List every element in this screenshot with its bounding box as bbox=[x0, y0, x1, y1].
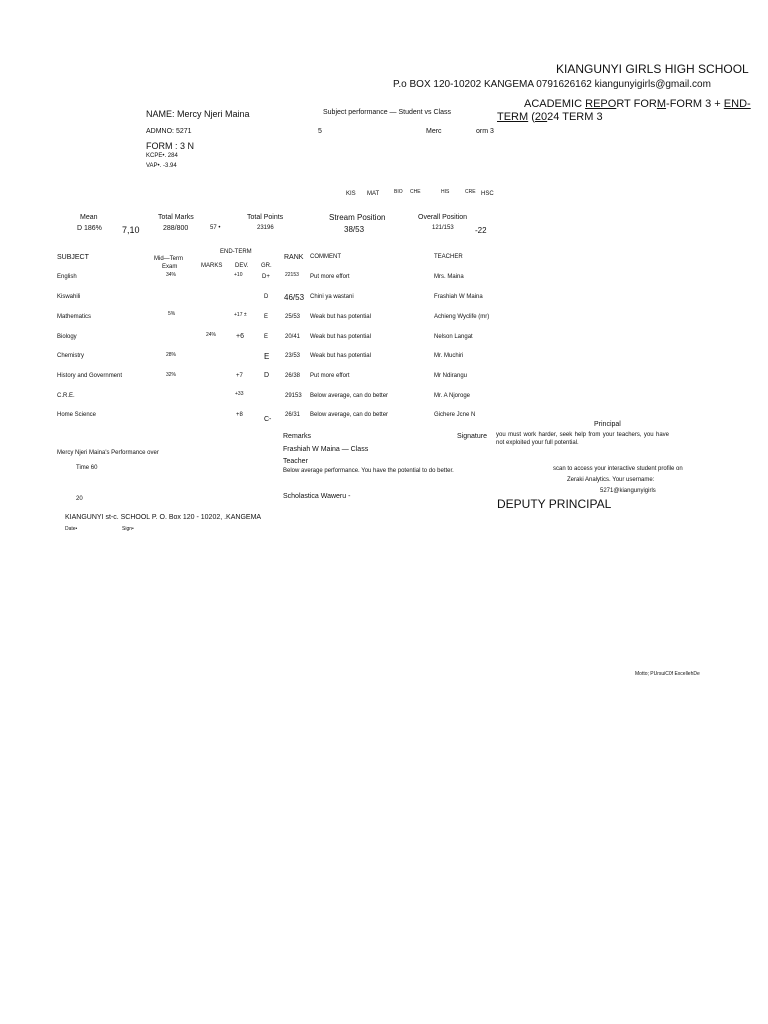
mean-value: D 186% bbox=[77, 225, 102, 232]
student-name: NAME: Mercy Njeri Maina bbox=[146, 109, 250, 119]
col-header-subject: SUBJECT bbox=[57, 254, 89, 261]
comment: Put more effort bbox=[310, 373, 350, 379]
teacher: Mr Ndirangu bbox=[434, 373, 468, 379]
col-header-end-term: END-TERM bbox=[220, 249, 252, 255]
subject-name: English bbox=[57, 274, 77, 280]
comment: Below average, can do better bbox=[310, 393, 389, 399]
teacher: Mrs. Maina bbox=[434, 274, 464, 280]
rank: 22153 bbox=[285, 272, 299, 278]
chart-subject-label: MAT bbox=[367, 191, 380, 197]
teacher: Frashiah W Maina bbox=[434, 294, 483, 300]
vap-score: VAP•. -3.94 bbox=[146, 163, 177, 169]
sign-label: Sign• bbox=[122, 526, 134, 532]
remarks-label: Remarks bbox=[283, 433, 312, 440]
admission-number: ADMNO: 5271 bbox=[146, 128, 192, 135]
chart-subject-label: HIS bbox=[441, 189, 450, 195]
report-title-line2: TERM (2024 TERM 3 bbox=[497, 111, 603, 123]
rank: 26/38 bbox=[285, 373, 301, 379]
signature-label: Signature bbox=[457, 433, 487, 440]
comment: Chini ya wastani bbox=[310, 294, 354, 300]
footer-school-line: KIANGUNYI st-c. SCHOOL P. O. Box 120 - 10202, .KANGEMA bbox=[65, 514, 262, 521]
total-marks-extra: 57 • bbox=[210, 225, 221, 231]
overall-position-value: 121/153 bbox=[432, 225, 454, 231]
teacher: Mr. Muchiri bbox=[434, 353, 464, 359]
comment: Weak but has potential bbox=[310, 314, 371, 320]
school-name: KIANGUNYI GIRLS HIGH SCHOOL bbox=[556, 62, 749, 76]
chart-subject-label: HSC bbox=[481, 191, 494, 197]
mid-term-score: 28% bbox=[166, 352, 177, 358]
chart-subject-label: KIS bbox=[346, 191, 356, 197]
principal-remark: you must work harder, seek help from your teachers, you have not exploited your full potential. bbox=[496, 432, 669, 447]
comment: Put more effort bbox=[310, 274, 350, 280]
chart-subject-label: BIO bbox=[394, 189, 403, 195]
rank: 26/31 bbox=[285, 412, 301, 418]
scan-note-username: 5271@kiangunyigirls bbox=[600, 488, 656, 494]
performance-time-label: Time 60 bbox=[76, 465, 98, 471]
mean-label: Mean bbox=[80, 214, 98, 221]
teacher: Achieng Wyclife (mr) bbox=[434, 314, 490, 320]
col-header-rank: RANK bbox=[284, 254, 304, 261]
grade: C- bbox=[264, 416, 272, 423]
col-header-comment: COMMENT bbox=[310, 254, 341, 260]
stream-position-value: 38/53 bbox=[344, 225, 365, 234]
grade: D bbox=[264, 372, 270, 379]
grade: E bbox=[264, 352, 270, 361]
subject-name: History and Government bbox=[57, 373, 123, 379]
grade: E bbox=[264, 334, 269, 340]
scan-note-line2: Zeraki Analytics. Your username: bbox=[567, 477, 655, 483]
subject-name: Home Science bbox=[57, 412, 97, 418]
deputy-principal-title: DEPUTY PRINCIPAL bbox=[497, 497, 612, 511]
kcpe-score: KCPE•. 284 bbox=[146, 153, 178, 159]
deviation: +17 ± bbox=[234, 312, 247, 318]
col-header-marks: MARKS bbox=[201, 263, 223, 269]
mid-term-score: 32% bbox=[166, 372, 177, 378]
class-teacher-name: Frashiah W Maina — Class bbox=[283, 446, 369, 453]
chart-fragment-1: 5 bbox=[318, 128, 322, 135]
rank: 29153 bbox=[285, 393, 302, 399]
form-class: FORM : 3 N bbox=[146, 141, 195, 151]
performance-axis-value: 20 bbox=[76, 496, 83, 502]
teacher: Gichere Jcne N bbox=[434, 412, 476, 418]
subject-name: Chemistry bbox=[57, 353, 85, 359]
deviation: +6 bbox=[236, 333, 244, 340]
subject-name: C.R.E. bbox=[57, 393, 75, 399]
teacher: Mr. A Njoroge bbox=[434, 393, 471, 399]
deputy-name: Scholastica Waweru - bbox=[283, 493, 351, 500]
rank: 20/41 bbox=[285, 334, 301, 340]
chart-subject-label: CHE bbox=[410, 189, 421, 195]
total-points-label: Total Points bbox=[247, 214, 284, 221]
chart-subject-label: CRE bbox=[465, 189, 476, 195]
end-term-marks: 24% bbox=[206, 332, 217, 338]
school-address: P.o BOX 120-10202 KANGEMA 0791626162 kiangunyigirls@gmail.com bbox=[393, 79, 711, 90]
rank: 25/53 bbox=[285, 314, 301, 320]
mean-points: 7,10 bbox=[122, 225, 140, 235]
total-points-value: 23196 bbox=[257, 225, 274, 231]
comment: Weak but has potential bbox=[310, 334, 371, 340]
mid-term-score: 34% bbox=[166, 272, 177, 278]
rank: 23/53 bbox=[285, 353, 301, 359]
col-header-dev: DEV. bbox=[235, 263, 249, 269]
total-marks-label: Total Marks bbox=[158, 214, 194, 221]
deviation: +8 bbox=[236, 412, 243, 418]
grade: D bbox=[264, 294, 269, 300]
deviation: +33 bbox=[235, 391, 244, 397]
grade: D+ bbox=[262, 274, 270, 280]
stream-position-label: Stream Position bbox=[329, 213, 386, 222]
performance-title: Mercy Njeri Maina's Performance over bbox=[57, 450, 159, 456]
chart-fragment-2: Merc bbox=[426, 128, 442, 135]
col-header-grade: GR. bbox=[261, 263, 272, 269]
overall-position-change: -22 bbox=[475, 226, 487, 235]
class-teacher-remark: Below average performance. You have the potential to do better. bbox=[283, 468, 454, 474]
comment: Weak but has potential bbox=[310, 353, 371, 359]
comment: Below average, can do better bbox=[310, 412, 389, 418]
chart-title: Subject performance — Student vs Class bbox=[323, 109, 452, 116]
deviation: +10 bbox=[234, 272, 243, 278]
rank: 46/53 bbox=[284, 293, 305, 302]
subject-name: Mathematics bbox=[57, 314, 92, 320]
subject-name: Biology bbox=[57, 334, 77, 340]
principal-label: Principal bbox=[594, 421, 621, 428]
mid-term-score: 5% bbox=[168, 311, 176, 317]
col-header-teacher: TEACHER bbox=[434, 254, 463, 260]
report-title-line1: ACADEMIC REPORT FORM-FORM 3 + END- bbox=[524, 98, 751, 110]
subject-name: Kiswahili bbox=[57, 294, 81, 300]
grade: E bbox=[264, 314, 269, 320]
overall-position-label: Overall Position bbox=[418, 214, 468, 221]
chart-fragment-3: orm 3 bbox=[476, 128, 494, 135]
col-header-mid-term-exam: Exam bbox=[162, 264, 178, 270]
scan-note-line1: scan to access your interactive student profile on bbox=[553, 466, 683, 472]
class-teacher-title: Teacher bbox=[283, 458, 308, 465]
school-motto: Motto; PUrsuiC0f ExcellehDe bbox=[635, 671, 700, 677]
deviation: +7 bbox=[236, 373, 243, 379]
date-label: Date• bbox=[65, 526, 78, 532]
col-header-mid-term: Mid—Term bbox=[154, 256, 184, 262]
teacher: Nelson Langat bbox=[434, 334, 473, 340]
total-marks-value: 288/800 bbox=[163, 225, 189, 232]
